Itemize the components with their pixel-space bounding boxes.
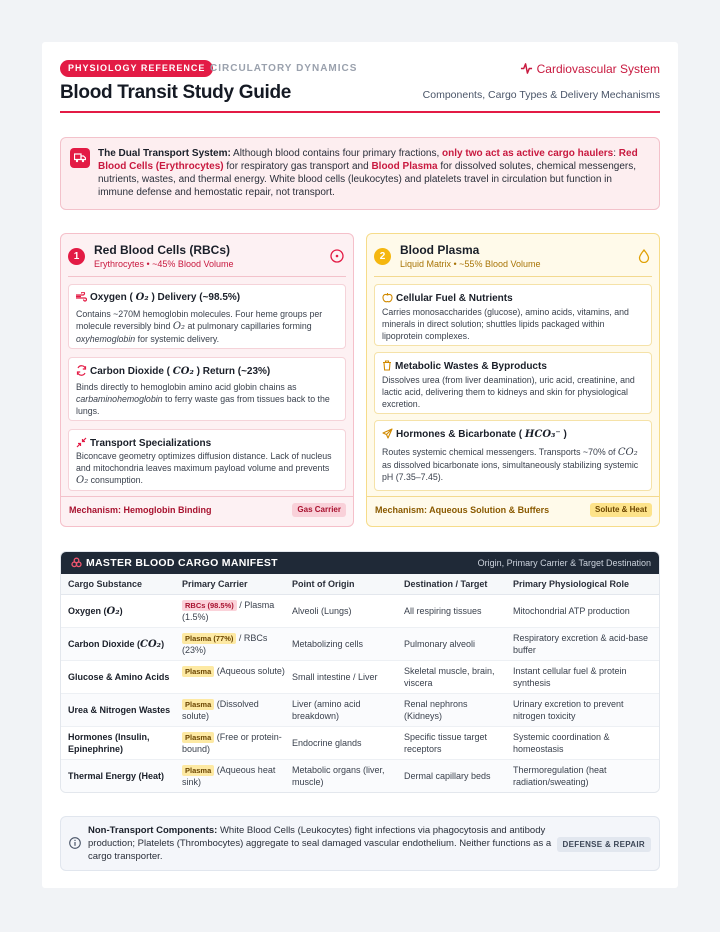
origin-cell: Liver (amino acid breakdown) <box>292 699 361 721</box>
card-heading-text: ) Delivery (~98.5%) <box>151 292 241 303</box>
info-icon <box>69 837 81 849</box>
intro-highlight: Red Blood Cells (Erythrocytes) <box>98 148 638 172</box>
cargo-text: Carbon Dioxide ( <box>68 639 141 649</box>
mechanism-label: Mechanism: Hemoglobin Binding <box>69 505 212 515</box>
table-caption: Origin, Primary Carrier & Target Destination <box>477 558 651 568</box>
carrier-badge: Plasma <box>182 732 214 743</box>
intro-text <box>98 147 650 199</box>
cargo-manifest-table <box>60 551 660 793</box>
heartbeat-icon <box>520 62 533 75</box>
card-heading-text: Oxygen ( <box>90 292 133 303</box>
carrier-cell <box>182 599 286 623</box>
co2-return-card <box>68 357 346 421</box>
destination-cell: Dermal capillary beds <box>404 771 491 781</box>
formula: O₂ <box>106 606 120 617</box>
mechanism-label: Mechanism: Aqueous Solution & Buffers <box>375 505 550 515</box>
origin-cell: Endocrine glands <box>292 738 362 748</box>
defense-repair-badge: DEFENSE & REPAIR <box>557 837 651 852</box>
panel-title: Blood Plasma <box>400 243 480 257</box>
card-body <box>382 446 644 483</box>
intro-span: for respiratory gas transport and <box>223 161 372 172</box>
card-body <box>76 450 338 487</box>
role-cell: Respiratory excretion & acid-base buffer <box>513 633 649 655</box>
send-icon <box>382 428 393 439</box>
header-divider <box>60 111 660 113</box>
panel-footer <box>367 496 659 526</box>
cargo-cell <box>68 605 178 618</box>
column-header: Cargo Substance <box>68 579 143 589</box>
plasma-panel <box>366 233 660 527</box>
destination-cell: Pulmonary alveoli <box>404 639 476 649</box>
carrier-badge: Plasma <box>182 765 214 776</box>
card-heading-text: Transport Specializations <box>90 438 212 449</box>
formula: CO₂ <box>140 639 162 650</box>
card-body: Dissolves urea (from liver deamination), uric acid, creatinine, and lactic acid, delivering them to kidneys and skin for physiological excretion. <box>382 375 635 409</box>
refresh-icon <box>76 365 87 376</box>
role-cell: Mitochondrial ATP production <box>513 606 630 616</box>
panel-title: Red Blood Cells (RBCs) <box>94 243 231 257</box>
card-body-text: Routes systemic chemical messengers. Transports ~70% of <box>382 447 618 457</box>
card-heading <box>382 360 547 372</box>
card-body-text: for systemic delivery. <box>135 334 220 344</box>
table-title-text: MASTER BLOOD CARGO MANIFEST <box>86 557 278 569</box>
term: oxyhemoglobin <box>76 334 136 344</box>
card-heading <box>76 365 270 377</box>
carrier-badge: Plasma <box>182 666 214 677</box>
panel-footer <box>61 496 353 526</box>
note-text <box>88 824 558 863</box>
role-tag: Gas Carrier <box>292 503 346 517</box>
cargo-text: Oxygen ( <box>68 606 107 616</box>
note-lead: Non-Transport Components: <box>88 825 218 836</box>
card-heading <box>382 292 513 304</box>
card-heading <box>76 437 211 449</box>
study-guide-page <box>42 42 678 888</box>
card-heading-text: Hormones & Bicarbonate ( <box>396 429 523 440</box>
carrier-text: / RBCs (23%) <box>182 633 268 655</box>
page-title: Blood Transit Study Guide <box>60 82 292 103</box>
card-heading-text: ) Return (~23%) <box>196 366 271 377</box>
card-heading-text: Cellular Fuel & Nutrients <box>396 293 513 304</box>
destination-cell: Renal nephrons (Kidneys) <box>404 699 468 721</box>
cargo-cell: Glucose & Amino Acids <box>68 672 170 682</box>
destination-cell: Specific tissue target receptors <box>404 732 488 754</box>
table-row <box>61 760 660 793</box>
carrier-badge: Plasma <box>182 699 214 710</box>
cargo-cell <box>68 638 178 651</box>
column-header: Destination / Target <box>404 579 488 589</box>
table-row <box>61 661 660 694</box>
carrier-cell <box>182 698 286 722</box>
panel-number: 2 <box>374 248 391 265</box>
wind-icon <box>76 292 87 302</box>
table-title <box>71 557 278 569</box>
origin-cell: Alveoli (Lungs) <box>292 606 352 616</box>
carrier-text: / Plasma (1.5%) <box>182 600 275 622</box>
carrier-cell <box>182 764 286 788</box>
non-transport-note <box>60 816 660 871</box>
origin-cell: Metabolic organs (liver, muscle) <box>292 765 385 787</box>
hormones-card <box>374 420 652 491</box>
card-body-text: consumption. <box>88 475 143 485</box>
intro-span: : <box>613 148 619 159</box>
intro-highlight: Blood Plasma <box>371 161 438 172</box>
system-text: Cardiovascular System <box>536 62 660 76</box>
formula: CO₂ <box>617 447 638 458</box>
panel-divider <box>68 276 346 277</box>
card-body-text: as dissolved bicarbonate ions, simultaneously stabilizing systemic pH (7.35–7.45). <box>382 460 639 482</box>
origin-cell: Small intestine / Liver <box>292 672 378 682</box>
role-cell: Urinary excretion to prevent nitrogen toxicity <box>513 699 624 721</box>
panel-number: 1 <box>68 248 85 265</box>
page-subtitle: Components, Cargo Types & Delivery Mechanisms <box>422 89 660 101</box>
panel-subtitle: Liquid Matrix • ~55% Blood Volume <box>400 259 541 269</box>
carrier-text: (Aqueous heat sink) <box>182 765 276 787</box>
biohazard-icon <box>71 557 82 568</box>
cargo-text: ) <box>119 606 123 616</box>
apple-icon <box>382 292 393 303</box>
carrier-badge: RBCs (98.5%) <box>182 600 237 611</box>
column-header: Point of Origin <box>292 579 355 589</box>
category-label: CIRCULATORY DYNAMICS <box>210 63 358 74</box>
carrier-text: (Aqueous solute) <box>214 666 285 676</box>
panel-subtitle: Erythrocytes • ~45% Blood Volume <box>94 259 234 269</box>
card-body-text: Biconcave geometry optimizes diffusion distance. Lack of nucleus and mitochondria leaves maximum payload volume and prevents <box>76 451 332 473</box>
cargo-cell: Hormones (Insulin, Epinephrine) <box>68 732 150 754</box>
column-header: Primary Carrier <box>182 579 248 589</box>
table-row <box>61 628 660 661</box>
carrier-cell <box>182 632 286 656</box>
truck-icon <box>70 148 90 168</box>
intro-callout <box>60 137 660 210</box>
note-body: White Blood Cells (Leukocytes) fight infections via phagocytosis and antibody production; Platelets (Thrombocytes) aggregate to seal damaged vascular endothelium. Neither functions as a cargo transporter. <box>88 825 552 862</box>
role-cell: Thermoregulation (heat radiation/sweating) <box>513 765 607 787</box>
carrier-badge: Plasma (77%) <box>182 633 236 644</box>
destination-cell: Skeletal muscle, brain, viscera <box>404 666 495 688</box>
term: carbaminohemoglobin <box>76 394 163 404</box>
carrier-cell <box>182 731 286 755</box>
formula: O₂ <box>172 321 186 332</box>
table-row <box>61 727 660 760</box>
column-header: Primary Physiological Role <box>513 579 630 589</box>
rbc-panel <box>60 233 354 527</box>
cargo-text: ) <box>161 639 165 649</box>
role-tag: Solute & Heat <box>590 503 652 517</box>
cargo-cell: Urea & Nitrogen Wastes <box>68 705 171 715</box>
role-cell: Instant cellular fuel & protein synthesis <box>513 666 627 688</box>
table-row <box>61 595 660 628</box>
table-column-headers <box>61 574 660 595</box>
card-body-text: Contains ~270M hemoglobin molecules. Four heme groups per molecule reversibly bind <box>76 309 323 331</box>
card-body-text: at pulmonary capillaries forming <box>185 321 312 331</box>
card-body: Carries monosaccharides (glucose), amino acids, vitamins, and minerals in direct solution; shuttles lipids packaged within lipoprotein complexes. <box>382 307 629 341</box>
card-heading-text: ) <box>563 429 567 440</box>
nutrients-card <box>374 284 652 346</box>
system-label <box>520 62 660 76</box>
card-body <box>76 308 338 345</box>
wastes-card <box>374 352 652 414</box>
intro-span: Although blood contains four primary fractions, <box>230 148 443 159</box>
card-body <box>76 381 338 417</box>
origin-cell: Metabolizing cells <box>292 639 364 649</box>
destination-cell: All respiring tissues <box>404 606 482 616</box>
reference-badge: PHYSIOLOGY REFERENCE <box>60 60 213 77</box>
target-cell-icon <box>330 249 344 263</box>
formula: CO₂ <box>172 366 194 377</box>
droplet-icon <box>638 249 650 263</box>
carrier-text: (Free or protein-bound) <box>182 732 282 754</box>
formula: O₂ <box>135 292 149 303</box>
card-heading-text: Carbon Dioxide ( <box>90 366 171 377</box>
header-bar <box>60 60 660 78</box>
oxygen-delivery-card <box>68 284 346 349</box>
formula: HCO₃⁻ <box>524 429 561 440</box>
card-heading-text: Metabolic Wastes & Byproducts <box>395 361 547 372</box>
card-heading <box>382 428 567 440</box>
intro-span: for dissolved solutes, chemical messengers, nutrients, wastes, and thermal energy. White blood cells (leukocytes) and platelets travel in circulation but function in immune defense and hemostatic repair, not transport. <box>98 161 637 198</box>
carrier-cell <box>182 665 286 677</box>
cargo-cell: Thermal Energy (Heat) <box>68 771 165 781</box>
carrier-text: (Dissolved solute) <box>182 699 259 721</box>
card-body-text: to ferry waste gas from tissues back to the lungs. <box>76 394 330 416</box>
card-body-text: Binds directly to hemoglobin amino acid globin chains as <box>76 382 297 392</box>
trash-icon <box>382 360 392 371</box>
role-cell: Systemic coordination & homeostasis <box>513 732 610 754</box>
intro-highlight: only two act as active cargo haulers <box>442 148 614 159</box>
formula: O₂ <box>76 475 89 486</box>
table-header-bar <box>61 552 660 574</box>
intro-lead: The Dual Transport System: <box>98 148 231 159</box>
transport-specializations-card <box>68 429 346 491</box>
table-row <box>61 694 660 727</box>
shrink-arrows-icon <box>76 437 87 448</box>
panel-divider <box>374 276 652 277</box>
card-heading <box>76 292 240 303</box>
